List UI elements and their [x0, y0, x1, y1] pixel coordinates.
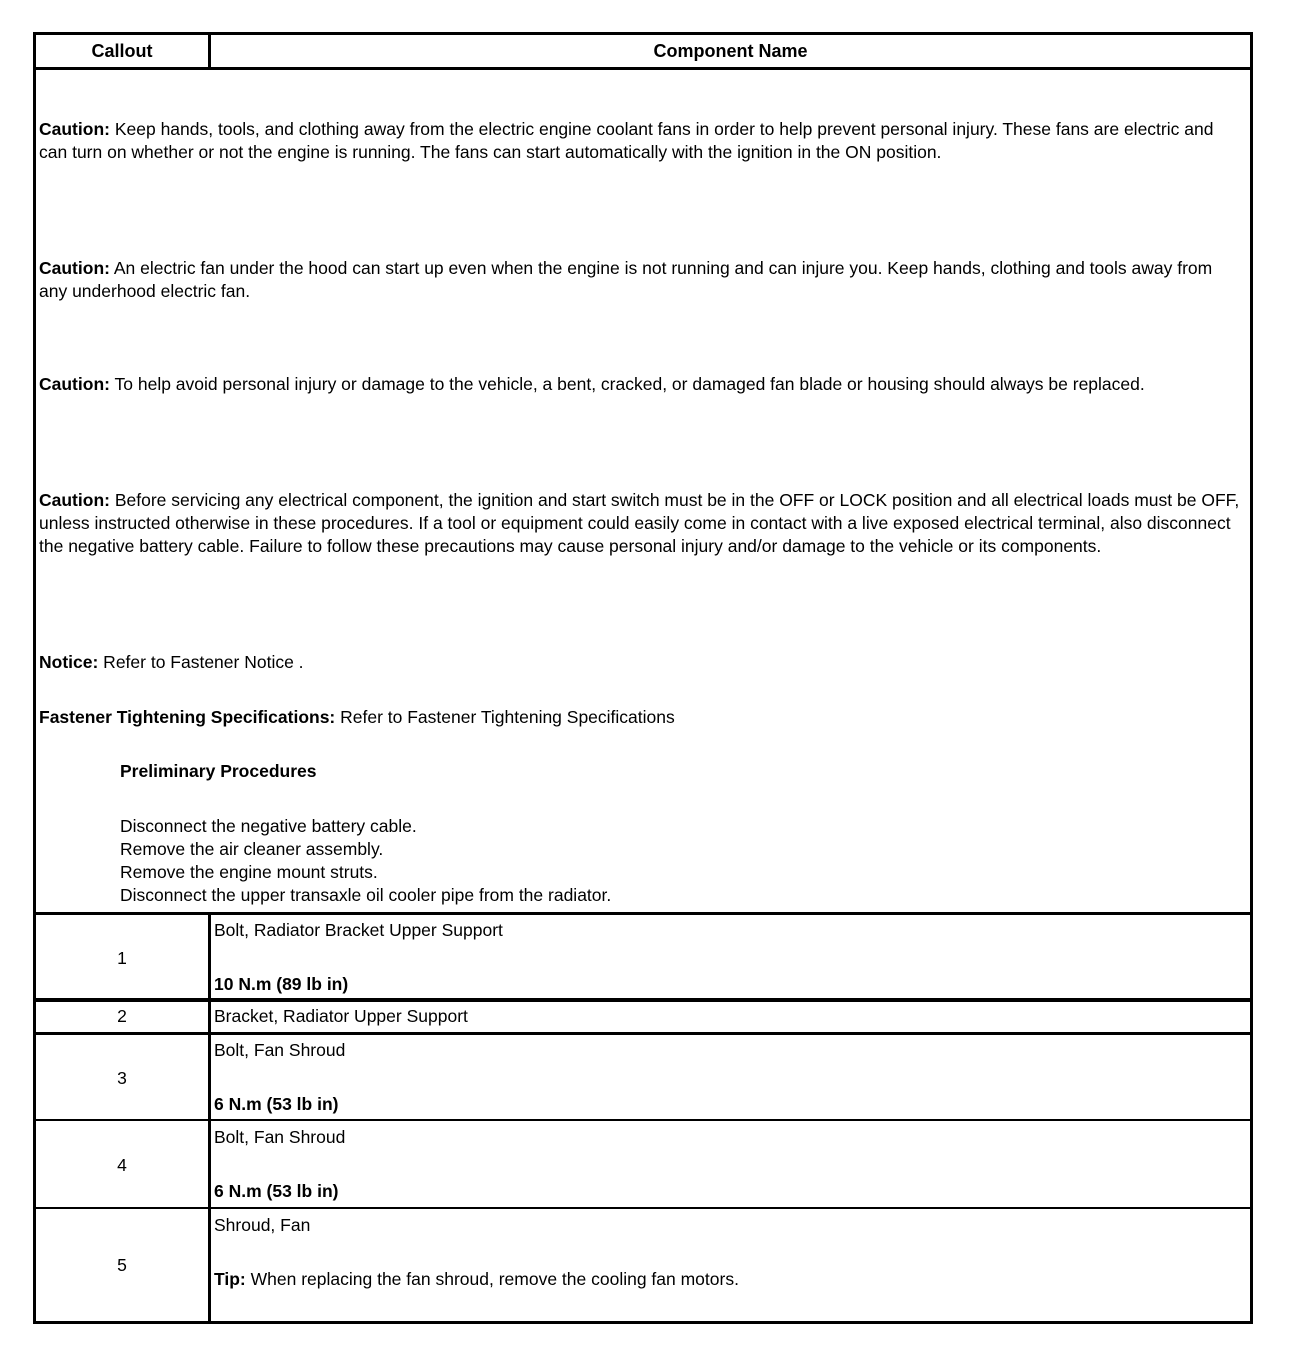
torque-spec: 10 N.m (89 lb in): [214, 974, 349, 994]
notice: [39, 651, 1244, 674]
fastener-spec-label: Fastener Tightening Specifications:: [39, 707, 336, 727]
tip-label: Tip:: [214, 1269, 246, 1289]
caution-2: [39, 257, 1244, 303]
fastener-spec: [39, 706, 1244, 729]
column-divider: [208, 1035, 211, 1119]
table-row: [36, 1002, 1250, 1032]
callout-number: 1: [117, 948, 127, 968]
component-name: Bolt, Fan Shroud: [214, 1040, 346, 1060]
caution-text: To help avoid personal injury or damage to the vehicle, a bent, cracked, or damaged fan blade or housing should always be replaced.: [109, 374, 1145, 394]
caution-label: Caution:: [39, 258, 110, 278]
caution-text: An electric fan under the hood can start up even when the engine is not running and can injure you. Keep hands, clothing and tools away from any underhood electric fan.: [39, 258, 1213, 301]
notes-section: [36, 70, 1250, 912]
table-row: [36, 1035, 1250, 1119]
caution-label: Caution:: [39, 374, 110, 394]
table-row: [36, 915, 1250, 998]
column-divider: [208, 1121, 211, 1207]
component-table: [33, 32, 1253, 1324]
tip-text: When replacing the fan shroud, remove the cooling fan motors.: [245, 1269, 739, 1289]
caution-text: Before servicing any electrical component, the ignition and start switch must be in the OFF or LOCK position and all electrical loads must be OFF, unless instructed otherwise in these procedures. If a tool or equipment could easily come in contact with a live exposed electrical terminal, also disconnect the negative battery cable. Failure to follow these precautions may cause personal injury and/or damage to the vehicle or its components.: [39, 490, 1240, 556]
callout-number: 4: [117, 1155, 127, 1175]
caution-3: [39, 373, 1244, 396]
column-divider: [208, 1002, 211, 1032]
column-divider: [208, 1209, 211, 1324]
torque-spec: 6 N.m (53 lb in): [214, 1181, 339, 1201]
header-divider: [208, 35, 211, 67]
caution-1: [39, 118, 1244, 164]
fastener-spec-text: Refer to Fastener Tightening Specifications: [335, 707, 675, 727]
preliminary-step: Disconnect the upper transaxle oil cooler pipe from the radiator.: [120, 885, 612, 905]
preliminary-step: Remove the air cleaner assembly.: [120, 839, 384, 859]
header-component-name: Component Name: [653, 41, 808, 61]
preliminary-step: Disconnect the negative battery cable.: [120, 816, 417, 836]
callout-number: 3: [117, 1068, 127, 1088]
header-callout: Callout: [91, 41, 153, 61]
preliminary-step: Remove the engine mount struts.: [120, 862, 378, 882]
callout-number: 2: [117, 1006, 127, 1026]
column-divider: [208, 915, 211, 998]
caution-text: Keep hands, tools, and clothing away from the electric engine coolant fans in order to help prevent personal injury. These fans are electric and can turn on whether or not the engine is running. The fans can start automatically with the ignition in the ON position.: [39, 119, 1214, 162]
notice-label: Notice:: [39, 652, 99, 672]
table-row: [36, 1209, 1250, 1324]
preliminary-title: Preliminary Procedures: [120, 761, 317, 781]
component-name: Shroud, Fan: [214, 1215, 311, 1235]
caution-label: Caution:: [39, 490, 110, 510]
caution-4: [39, 489, 1244, 558]
notice-text: Refer to Fastener Notice .: [98, 652, 304, 672]
callout-number: 5: [117, 1255, 127, 1275]
tip: [214, 1268, 1244, 1291]
component-name: Bracket, Radiator Upper Support: [214, 1006, 468, 1026]
component-name: Bolt, Radiator Bracket Upper Support: [214, 920, 503, 940]
table-row: [36, 1121, 1250, 1207]
component-name: Bolt, Fan Shroud: [214, 1127, 346, 1147]
caution-label: Caution:: [39, 119, 110, 139]
preliminary-steps: [120, 815, 1244, 907]
torque-spec: 6 N.m (53 lb in): [214, 1094, 339, 1114]
